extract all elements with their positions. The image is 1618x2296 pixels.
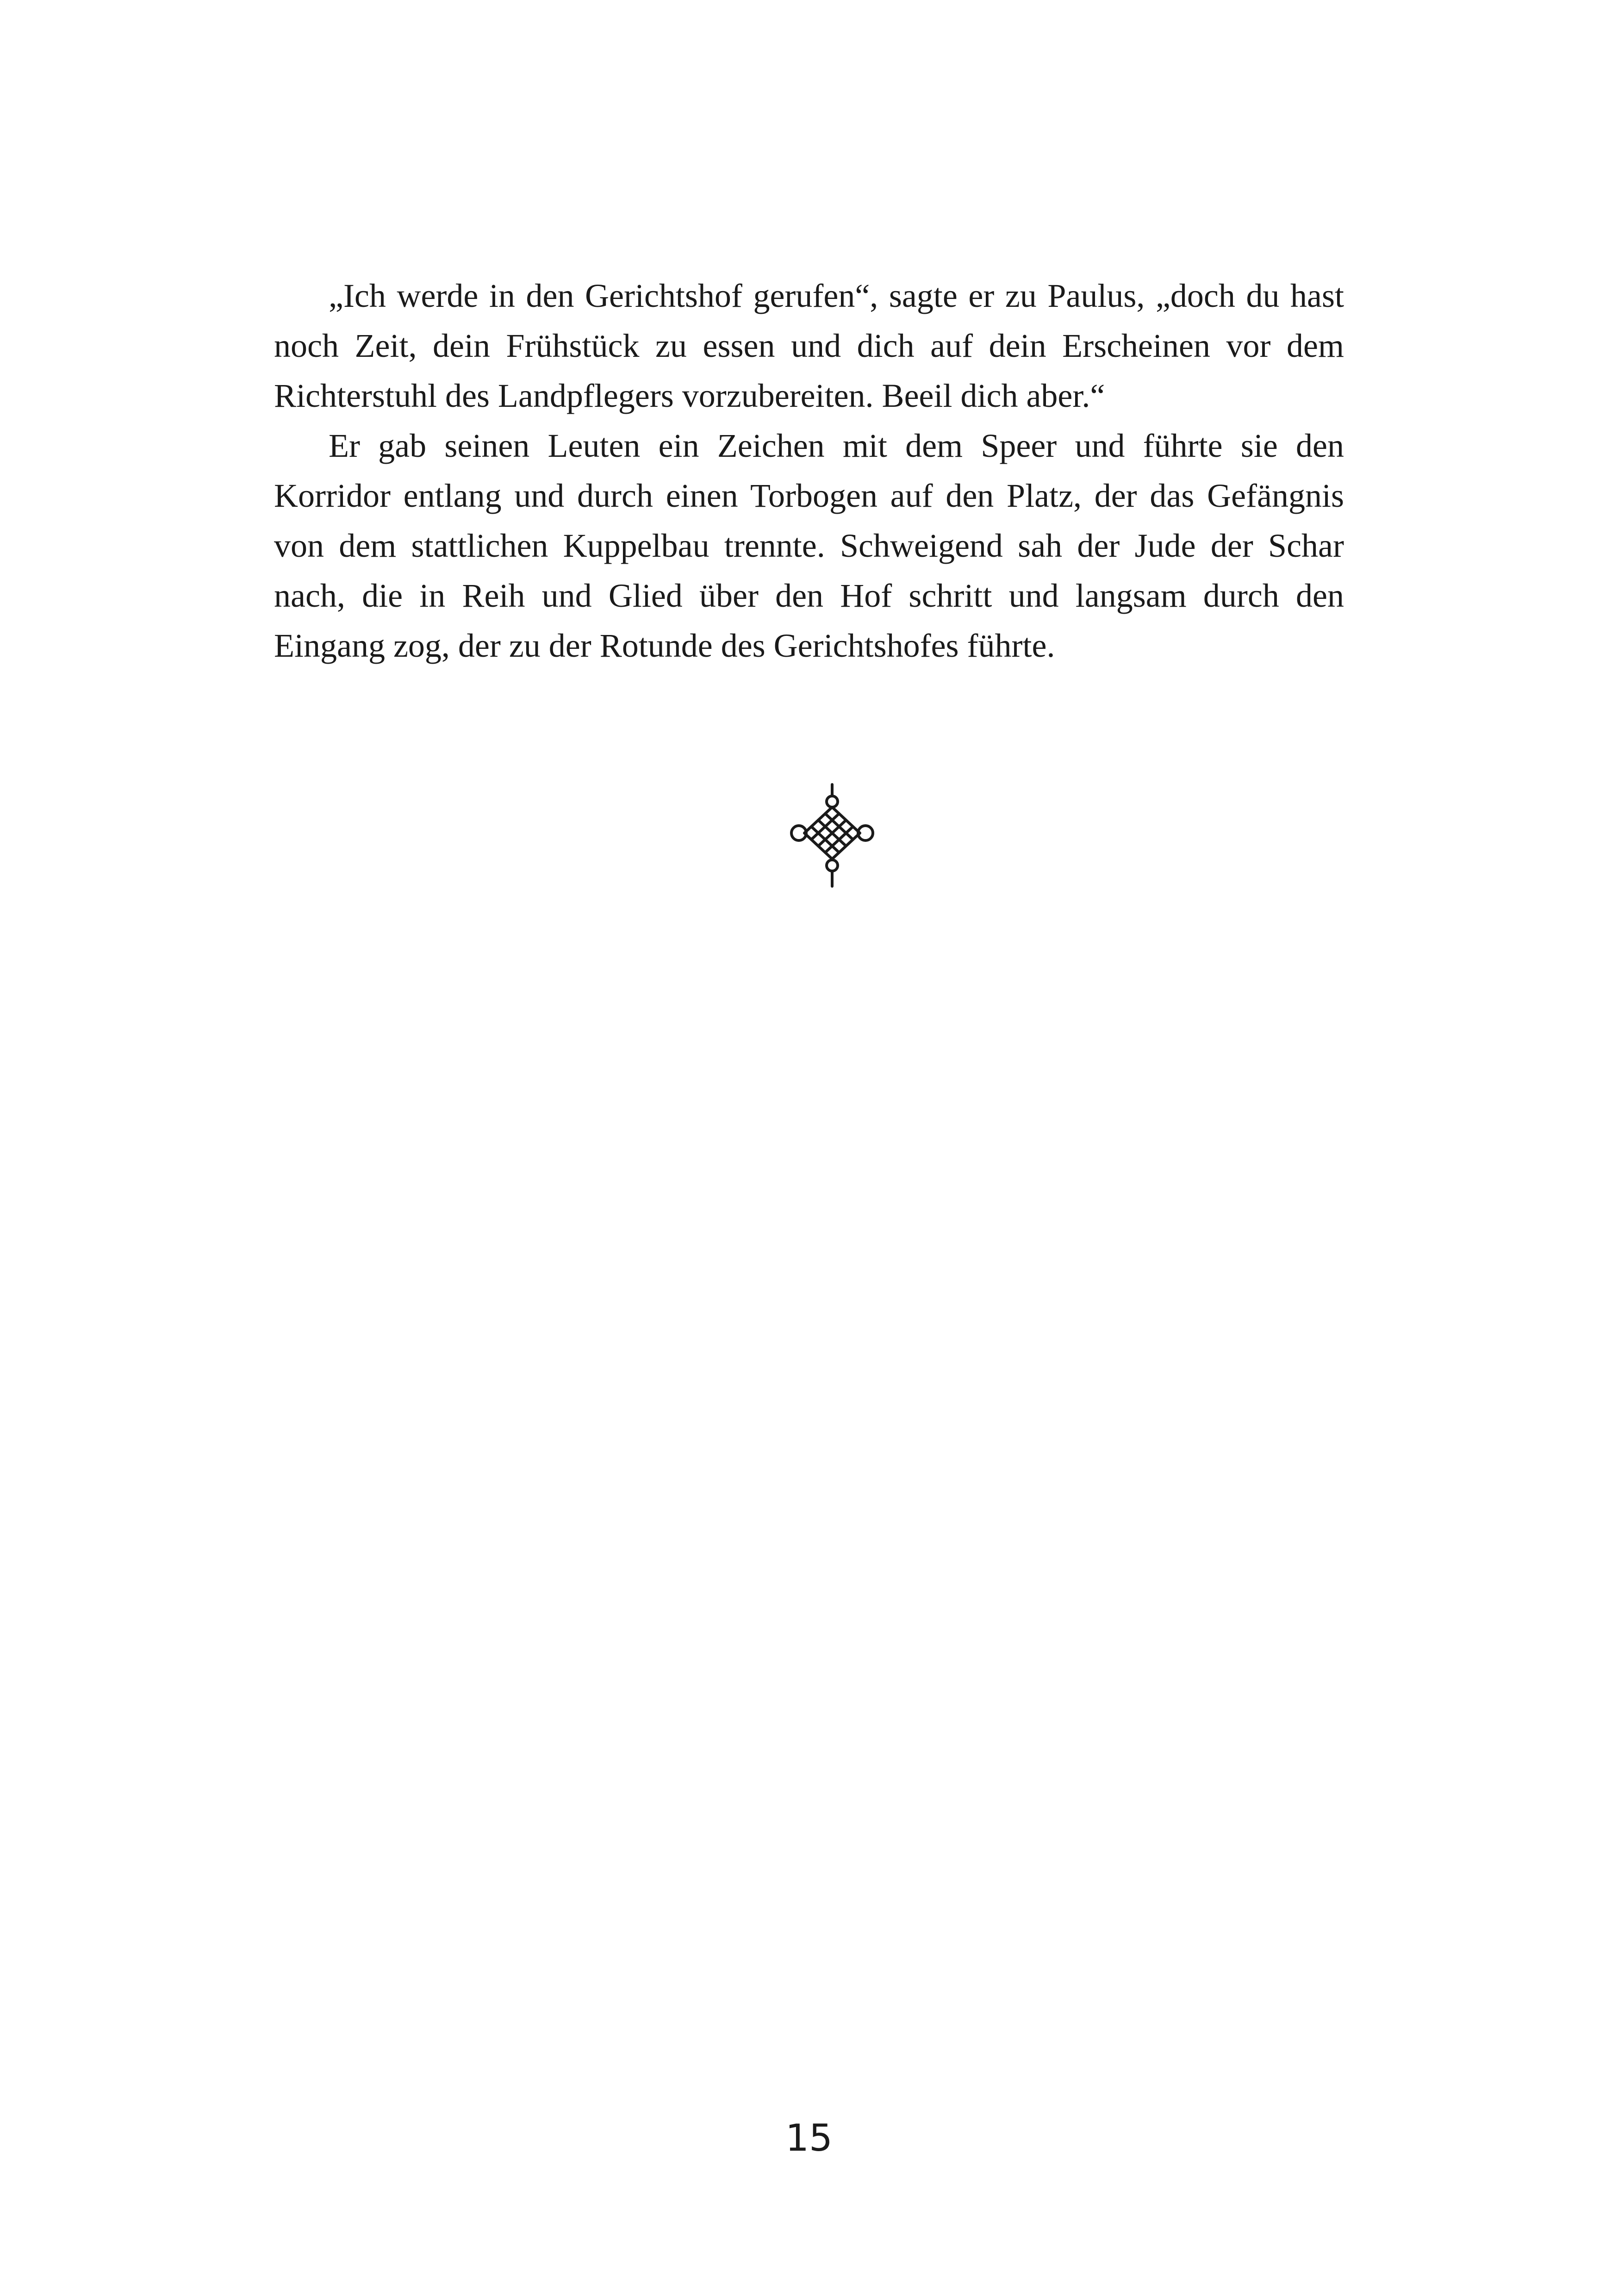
paragraph-2: Er gab seinen Leuten ein Zeichen mit dem Speer und führte sie den Korridor entlang und durch einen Torbogen auf den Platz, der das Gefängnis von dem stattlichen Kuppelbau trennte. Schweigend sah der Jude der Schar nach, die in Reih und Glied über den Hof schritt und langsam durch den Eingang zog, der zu der Rotunde des Gerichtshofes führte. <box>274 427 1344 664</box>
paragraph-1: „Ich werde in den Gerichtshof gerufen“, sagte er zu Paulus, „doch du hast noch Zeit, dein Frühstück zu essen und dich auf dein Erscheinen vor dem Richterstuhl des Landpflegers vorzubereiten. Beeil dich aber.“ <box>274 277 1344 414</box>
page-number: 15 <box>785 2116 833 2159</box>
knot-ornament-icon <box>786 782 878 889</box>
body-text <box>274 271 1344 671</box>
